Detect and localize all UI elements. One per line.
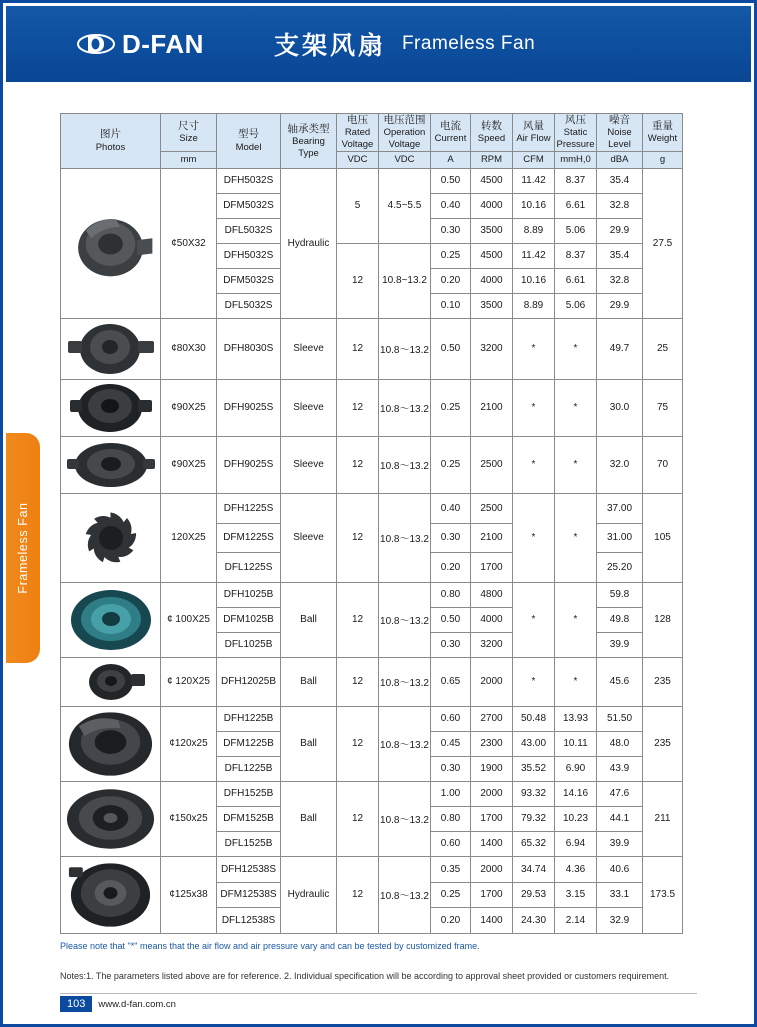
bearing-cell: Sleeve	[281, 436, 337, 493]
wide-blower-icon	[61, 782, 160, 856]
airflow-cell: *	[513, 657, 555, 706]
footer-divider	[60, 993, 697, 994]
model-cell: DFH8030S	[217, 318, 281, 379]
speed-cell: 1700	[471, 806, 513, 831]
noise-cell: 25.20	[597, 553, 643, 583]
product-photo-cell	[61, 781, 161, 856]
th-noise: 噪音 Noise Level	[597, 114, 643, 152]
rated-voltage-cell: 12	[337, 243, 379, 318]
current-cell: 0.20	[431, 553, 471, 583]
bearing-cell: Sleeve	[281, 379, 337, 436]
rated-voltage-cell: 12	[337, 318, 379, 379]
airflow-cell: 10.16	[513, 193, 555, 218]
speed-cell: 3200	[471, 318, 513, 379]
speed-cell: 2700	[471, 706, 513, 731]
current-cell: 0.40	[431, 193, 471, 218]
header-row	[61, 114, 683, 152]
model-cell: DFH1225S	[217, 493, 281, 523]
unit-speed: RPM	[471, 151, 513, 168]
operation-voltage-cell: 10.8~13.2	[379, 243, 431, 318]
product-photo-cell	[61, 493, 161, 582]
static-pressure-cell: 10.23	[555, 806, 597, 831]
th-pressure: 风压 Static Pressure	[556, 114, 595, 150]
size-cell: ¢80X30	[161, 318, 217, 379]
th-airflow: 风量 Air Flow	[513, 114, 555, 152]
static-pressure-cell: 2.14	[555, 908, 597, 934]
current-cell: 0.25	[431, 243, 471, 268]
operation-voltage-cell: 10.8～13.2	[379, 582, 431, 657]
weight-cell: 235	[643, 657, 683, 706]
table-row	[61, 856, 683, 882]
brand-logo	[76, 29, 204, 60]
speed-cell: 4000	[471, 607, 513, 632]
product-photo-cell	[61, 379, 161, 436]
speed-cell: 1900	[471, 756, 513, 781]
current-cell: 0.20	[431, 908, 471, 934]
size-cell: ¢ 100X25	[161, 582, 217, 657]
speed-cell: 2100	[471, 523, 513, 553]
spec-table-container	[60, 113, 682, 934]
unit-airflow: CFM	[513, 151, 555, 168]
rated-voltage-cell: 5	[337, 168, 379, 243]
current-cell: 0.45	[431, 731, 471, 756]
table-row	[61, 582, 683, 607]
operation-voltage-cell: 10.8～13.2	[379, 493, 431, 582]
static-pressure-cell: 10.11	[555, 731, 597, 756]
current-cell: 0.60	[431, 706, 471, 731]
weight-cell: 27.5	[643, 168, 683, 318]
airflow-cell: 35.52	[513, 756, 555, 781]
current-cell: 0.25	[431, 436, 471, 493]
model-cell: DFH5032S	[217, 243, 281, 268]
page-number: 103	[60, 996, 92, 1012]
model-cell: DFH1525B	[217, 781, 281, 806]
small-blower-icon	[61, 658, 160, 706]
noise-cell: 32.8	[597, 193, 643, 218]
current-cell: 0.50	[431, 168, 471, 193]
current-cell: 0.30	[431, 523, 471, 553]
notes: Notes:1. The parameters listed above are for reference. 2. Individual specification will be according to approval sheet provided or customers requirement.	[60, 971, 670, 981]
model-cell: DFM1225B	[217, 731, 281, 756]
th-speed: 转数 Speed	[471, 114, 513, 152]
static-pressure-cell: 6.61	[555, 193, 597, 218]
current-cell: 0.40	[431, 493, 471, 523]
model-cell: DFM1225S	[217, 523, 281, 553]
current-cell: 0.65	[431, 657, 471, 706]
oval-blower-icon	[61, 437, 160, 493]
dark-blower-icon	[61, 380, 160, 436]
model-cell: DFH1025B	[217, 582, 281, 607]
noise-cell: 49.8	[597, 607, 643, 632]
current-cell: 0.25	[431, 379, 471, 436]
current-cell: 0.50	[431, 607, 471, 632]
bearing-cell: Ball	[281, 582, 337, 657]
static-pressure-cell: *	[555, 436, 597, 493]
model-cell: DFL12538S	[217, 908, 281, 934]
table-row	[61, 318, 683, 379]
rated-voltage-cell: 12	[337, 379, 379, 436]
noise-cell: 39.9	[597, 632, 643, 657]
model-cell: DFH12538S	[217, 856, 281, 882]
rated-voltage-cell: 12	[337, 856, 379, 933]
noise-cell: 45.6	[597, 657, 643, 706]
airflow-cell: 34.74	[513, 856, 555, 882]
model-cell: DFH12025B	[217, 657, 281, 706]
model-cell: DFL1525B	[217, 831, 281, 856]
static-pressure-cell: *	[555, 318, 597, 379]
model-cell: DFH5032S	[217, 168, 281, 193]
footnote: Please note that "*" means that the air flow and air pressure vary and can be tested by customized frame.	[60, 941, 480, 951]
current-cell: 0.35	[431, 856, 471, 882]
airflow-cell: 11.42	[513, 243, 555, 268]
noise-cell: 51.50	[597, 706, 643, 731]
bladed-fan-icon	[61, 494, 160, 582]
noise-cell: 48.0	[597, 731, 643, 756]
rated-voltage-cell: 12	[337, 657, 379, 706]
table-row	[61, 379, 683, 436]
rated-voltage-cell: 12	[337, 493, 379, 582]
page-footer	[60, 996, 176, 1012]
static-pressure-cell: 13.93	[555, 706, 597, 731]
model-cell: DFH9025S	[217, 436, 281, 493]
noise-cell: 39.9	[597, 831, 643, 856]
unit-weight: g	[643, 151, 683, 168]
speed-cell: 2100	[471, 379, 513, 436]
table-row	[61, 706, 683, 731]
model-cell: DFL5032S	[217, 293, 281, 318]
noise-cell: 49.7	[597, 318, 643, 379]
table-row	[61, 168, 683, 193]
model-cell: DFL1025B	[217, 632, 281, 657]
blower-fan-icon	[61, 169, 160, 318]
unit-voltage-range: VDC	[379, 151, 431, 168]
size-cell: ¢150x25	[161, 781, 217, 856]
speed-cell: 4000	[471, 193, 513, 218]
model-cell: DFM1525B	[217, 806, 281, 831]
rated-voltage-cell: 12	[337, 781, 379, 856]
static-pressure-cell: 6.94	[555, 831, 597, 856]
rated-voltage-cell: 12	[337, 706, 379, 781]
model-cell: DFM1025B	[217, 607, 281, 632]
speed-cell: 4500	[471, 243, 513, 268]
speed-cell: 4800	[471, 582, 513, 607]
bearing-cell: Ball	[281, 657, 337, 706]
current-cell: 0.30	[431, 632, 471, 657]
size-cell: ¢120x25	[161, 706, 217, 781]
current-cell: 0.25	[431, 882, 471, 908]
noise-cell: 47.6	[597, 781, 643, 806]
speed-cell: 2500	[471, 493, 513, 523]
side-tab	[6, 433, 40, 663]
size-cell: 120X25	[161, 493, 217, 582]
speed-cell: 3500	[471, 293, 513, 318]
airflow-cell: 43.00	[513, 731, 555, 756]
airflow-cell: *	[513, 379, 555, 436]
website-url: www.d-fan.com.cn	[98, 998, 176, 1010]
noise-cell: 37.00	[597, 493, 643, 523]
speed-cell: 2000	[471, 657, 513, 706]
airflow-cell: 8.89	[513, 218, 555, 243]
operation-voltage-cell: 10.8～13.2	[379, 436, 431, 493]
speed-cell: 1700	[471, 553, 513, 583]
th-current: 电流 Current	[431, 114, 471, 152]
noise-cell: 32.9	[597, 908, 643, 934]
airflow-cell: 10.16	[513, 268, 555, 293]
table-body	[61, 168, 683, 933]
static-pressure-cell: 8.37	[555, 243, 597, 268]
model-cell: DFM5032S	[217, 193, 281, 218]
static-pressure-cell: 3.15	[555, 882, 597, 908]
operation-voltage-cell: 10.8～13.2	[379, 318, 431, 379]
current-cell: 0.30	[431, 218, 471, 243]
speed-cell: 1700	[471, 882, 513, 908]
table-row	[61, 657, 683, 706]
weight-cell: 173.5	[643, 856, 683, 933]
current-cell: 0.20	[431, 268, 471, 293]
static-pressure-cell: 4.36	[555, 856, 597, 882]
size-cell: ¢50X32	[161, 168, 217, 318]
noise-cell: 40.6	[597, 856, 643, 882]
page-title-cn: 支架风扇	[273, 32, 386, 60]
model-cell: DFM5032S	[217, 268, 281, 293]
static-pressure-cell: 8.37	[555, 168, 597, 193]
operation-voltage-cell: 10.8～13.2	[379, 781, 431, 856]
weight-cell: 211	[643, 781, 683, 856]
page-header	[6, 6, 751, 82]
product-photo-cell	[61, 168, 161, 318]
ellipse-d-logo-icon	[76, 29, 116, 59]
airflow-cell: 65.32	[513, 831, 555, 856]
speed-cell: 2300	[471, 731, 513, 756]
speed-cell: 1400	[471, 831, 513, 856]
unit-current: A	[431, 151, 471, 168]
product-photo-cell	[61, 856, 161, 933]
th-model: 型号 Model	[217, 114, 281, 169]
size-cell: ¢90X25	[161, 379, 217, 436]
current-cell: 0.80	[431, 806, 471, 831]
speed-cell: 4500	[471, 168, 513, 193]
static-pressure-cell: 5.06	[555, 218, 597, 243]
current-cell: 1.00	[431, 781, 471, 806]
model-cell: DFL1225B	[217, 756, 281, 781]
table-row	[61, 493, 683, 523]
static-pressure-cell: 6.90	[555, 756, 597, 781]
static-pressure-cell: *	[555, 379, 597, 436]
th-bearing: 轴承类型 Bearing Type	[281, 114, 337, 169]
noise-cell: 35.4	[597, 168, 643, 193]
noise-cell: 30.0	[597, 379, 643, 436]
airflow-cell: 93.32	[513, 781, 555, 806]
noise-cell: 29.9	[597, 293, 643, 318]
bearing-cell: Ball	[281, 706, 337, 781]
unit-size: mm	[161, 151, 217, 168]
speed-cell: 3200	[471, 632, 513, 657]
noise-cell: 33.1	[597, 882, 643, 908]
spec-table	[60, 113, 683, 934]
product-photo-cell	[61, 706, 161, 781]
static-pressure-cell: *	[555, 493, 597, 582]
bearing-cell: Ball	[281, 781, 337, 856]
rated-voltage-cell: 12	[337, 436, 379, 493]
airflow-cell: 8.89	[513, 293, 555, 318]
bearing-cell: Hydraulic	[281, 856, 337, 933]
airflow-cell: 79.32	[513, 806, 555, 831]
airflow-cell: 24.30	[513, 908, 555, 934]
th-weight: 重量 Weight	[643, 114, 683, 152]
model-cell: DFM12538S	[217, 882, 281, 908]
static-pressure-cell: 6.61	[555, 268, 597, 293]
weight-cell: 128	[643, 582, 683, 657]
speed-cell: 3500	[471, 218, 513, 243]
static-pressure-cell: *	[555, 657, 597, 706]
operation-voltage-cell: 10.8～13.2	[379, 856, 431, 933]
product-photo-cell	[61, 436, 161, 493]
large-blower-icon	[61, 707, 160, 781]
speed-cell: 4000	[471, 268, 513, 293]
current-cell: 0.80	[431, 582, 471, 607]
table-row	[61, 436, 683, 493]
weight-cell: 105	[643, 493, 683, 582]
noise-cell: 31.00	[597, 523, 643, 553]
airflow-cell: *	[513, 436, 555, 493]
current-cell: 0.50	[431, 318, 471, 379]
weight-cell: 75	[643, 379, 683, 436]
round-blower-icon	[61, 319, 160, 379]
noise-cell: 35.4	[597, 243, 643, 268]
speed-cell: 2000	[471, 856, 513, 882]
teal-ring-fan-icon	[61, 583, 160, 657]
weight-cell: 25	[643, 318, 683, 379]
rated-voltage-cell: 12	[337, 582, 379, 657]
unit-pressure: mmH,0	[555, 151, 597, 168]
noise-cell: 32.8	[597, 268, 643, 293]
operation-voltage-cell: 4.5~5.5	[379, 168, 431, 243]
weight-cell: 70	[643, 436, 683, 493]
unit-voltage: VDC	[337, 151, 379, 168]
airflow-cell: 50.48	[513, 706, 555, 731]
size-cell: ¢ 120X25	[161, 657, 217, 706]
brand-name: D-FAN	[122, 28, 204, 59]
bearing-cell: Hydraulic	[281, 168, 337, 318]
static-pressure-cell: 5.06	[555, 293, 597, 318]
operation-voltage-cell: 10.8～13.2	[379, 706, 431, 781]
model-cell: DFH1225B	[217, 706, 281, 731]
airflow-cell: *	[513, 582, 555, 657]
size-cell: ¢125x38	[161, 856, 217, 933]
product-photo-cell	[61, 657, 161, 706]
table-row	[61, 781, 683, 806]
airflow-cell: *	[513, 493, 555, 582]
current-cell: 0.30	[431, 756, 471, 781]
product-photo-cell	[61, 582, 161, 657]
noise-cell: 44.1	[597, 806, 643, 831]
operation-voltage-cell: 10.8～13.2	[379, 657, 431, 706]
current-cell: 0.10	[431, 293, 471, 318]
bearing-cell: Sleeve	[281, 493, 337, 582]
centrifugal-fan-icon	[61, 857, 160, 933]
table-head	[61, 114, 683, 169]
th-size: 尺寸 Size	[161, 114, 217, 152]
model-cell: DFH9025S	[217, 379, 281, 436]
static-pressure-cell: 14.16	[555, 781, 597, 806]
side-tab-label: Frameless Fan	[16, 502, 30, 594]
th-photos: 图片 Photos	[61, 114, 161, 169]
noise-cell: 29.9	[597, 218, 643, 243]
speed-cell: 2500	[471, 436, 513, 493]
noise-cell: 32.0	[597, 436, 643, 493]
speed-cell: 2000	[471, 781, 513, 806]
bearing-cell: Sleeve	[281, 318, 337, 379]
current-cell: 0.60	[431, 831, 471, 856]
static-pressure-cell: *	[555, 582, 597, 657]
product-photo-cell	[61, 318, 161, 379]
th-voltage-range: 电压范围 Operation Voltage	[379, 114, 431, 152]
airflow-cell: 11.42	[513, 168, 555, 193]
noise-cell: 43.9	[597, 756, 643, 781]
size-cell: ¢90X25	[161, 436, 217, 493]
weight-cell: 235	[643, 706, 683, 781]
unit-noise: dBA	[597, 151, 643, 168]
speed-cell: 1400	[471, 908, 513, 934]
airflow-cell: 29.53	[513, 882, 555, 908]
airflow-cell: *	[513, 318, 555, 379]
noise-cell: 59.8	[597, 582, 643, 607]
operation-voltage-cell: 10.8～13.2	[379, 379, 431, 436]
page-title-en: Frameless Fan	[401, 33, 536, 54]
model-cell: DFL5032S	[217, 218, 281, 243]
th-voltage: 电压 Rated Voltage	[337, 114, 379, 152]
model-cell: DFL1225S	[217, 553, 281, 583]
